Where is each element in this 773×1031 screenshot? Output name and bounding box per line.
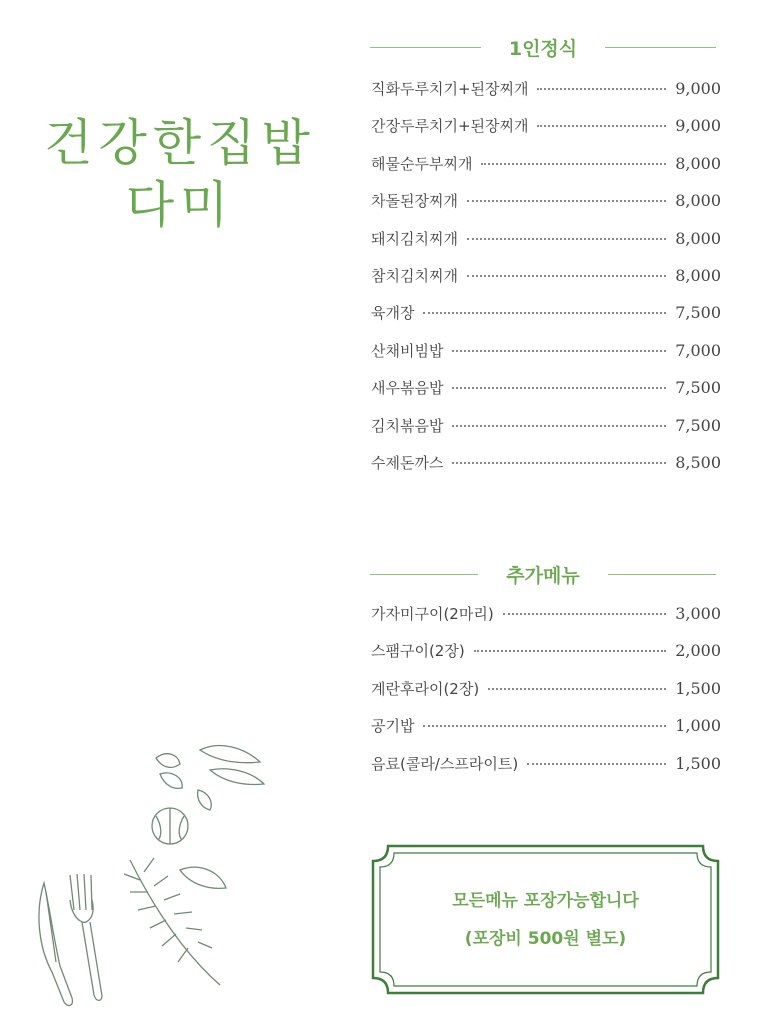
menu-item-name: 음료(콜라/스프라이트) — [371, 754, 519, 773]
restaurant-title — [0, 112, 360, 236]
dot-leader — [474, 650, 666, 652]
menu-item-name: 육개장 — [371, 304, 415, 323]
menu-item-price: 9,000 — [675, 79, 721, 98]
set-menu-heading — [370, 32, 716, 62]
dot-leader — [423, 725, 666, 727]
dot-leader — [467, 200, 666, 202]
menu-item-price: 8,000 — [675, 153, 721, 173]
menu-item-name: 차돌된장찌개 — [371, 192, 458, 211]
menu-item-name: 산채비빔밥 — [371, 341, 444, 360]
menu-item-name: 참치김치찌개 — [371, 266, 458, 285]
menu-item-price: 7,500 — [675, 378, 721, 398]
dot-leader — [467, 238, 666, 240]
menu-item — [371, 753, 721, 790]
menu-item-name: 가자미구이(2마리) — [371, 605, 494, 623]
knife-icon — [39, 883, 72, 1005]
menu-item — [371, 115, 721, 152]
menu-item-price: 1,500 — [675, 678, 721, 698]
menu-item-name: 스팸구이(2장) — [371, 642, 465, 661]
title-line-1: 건강한집밥 — [44, 114, 316, 172]
menu-item — [371, 302, 721, 339]
menu-item — [371, 340, 721, 377]
menu-item — [371, 678, 721, 715]
menu-item-name: 돼지김치찌개 — [371, 229, 458, 248]
fork-icon — [70, 874, 102, 1000]
menu-item-price: 7,500 — [675, 415, 721, 435]
set-menu-list — [371, 78, 721, 489]
cutlery-herb-illustration — [30, 740, 290, 1015]
menu-item-price: 7,500 — [675, 303, 721, 323]
menu-item-price: 8,000 — [675, 265, 721, 285]
menu-item-name: 계란후라이(2장) — [371, 679, 480, 698]
menu-item-price: 8,000 — [675, 191, 721, 211]
extra-menu-heading — [370, 559, 716, 589]
menu-item — [371, 452, 721, 489]
title-line-2: 다미 — [125, 176, 235, 234]
menu-item — [371, 153, 721, 190]
dot-leader — [537, 88, 666, 90]
dot-leader — [452, 462, 666, 464]
dot-leader — [527, 763, 666, 765]
menu-item-price: 2,000 — [675, 641, 721, 661]
menu-item-name: 간장두루치기+된장찌개 — [371, 117, 529, 136]
menu-item — [371, 640, 721, 677]
menu-item-price: 1,000 — [675, 716, 721, 736]
menu-item-price: 8,500 — [675, 452, 721, 472]
menu-item — [371, 78, 721, 115]
dot-leader — [467, 275, 666, 277]
herb-sprig-icon — [124, 858, 220, 985]
garlic-icon — [152, 808, 188, 844]
menu-item — [371, 265, 721, 302]
menu-item-price: 9,000 — [675, 116, 721, 136]
menu-item-name: 김치볶음밥 — [371, 416, 444, 435]
menu-item — [371, 715, 721, 752]
divider — [608, 574, 716, 575]
menu-item-name: 수제돈까스 — [371, 453, 444, 472]
dot-leader — [488, 688, 666, 690]
notice-line-1: 모든메뉴 포장가능합니다 — [452, 890, 639, 911]
dot-leader — [452, 350, 666, 352]
menu-item-name: 해물순두부찌개 — [371, 154, 473, 173]
dot-leader — [503, 613, 667, 615]
divider — [370, 47, 481, 48]
set-menu-heading-label: 1인정식 — [508, 37, 578, 60]
notice-line-2: (포장비 500원 별도) — [464, 928, 627, 949]
dot-leader — [537, 125, 666, 127]
menu-item — [371, 228, 721, 265]
menu-item-price: 3,000 — [675, 604, 721, 623]
dot-leader — [423, 312, 666, 314]
dot-leader — [452, 425, 666, 427]
takeout-notice — [370, 843, 721, 996]
menu-item — [371, 377, 721, 414]
menu-item-name: 직화두루치기+된장찌개 — [371, 80, 529, 98]
menu-item-price: 7,000 — [675, 340, 721, 360]
menu-item — [371, 415, 721, 452]
menu-item-price: 8,000 — [675, 228, 721, 248]
divider — [605, 47, 716, 48]
menu-item — [371, 603, 721, 640]
menu-item-name: 새우볶음밥 — [371, 379, 444, 398]
menu-item-price: 1,500 — [675, 753, 721, 773]
menu-item-name: 공기밥 — [371, 717, 415, 736]
divider — [370, 574, 478, 575]
extra-menu-heading-label: 추가메뉴 — [506, 564, 580, 587]
extra-menu-list — [371, 603, 721, 790]
dot-leader — [481, 163, 666, 165]
dot-leader — [452, 387, 666, 389]
menu-item — [371, 190, 721, 227]
